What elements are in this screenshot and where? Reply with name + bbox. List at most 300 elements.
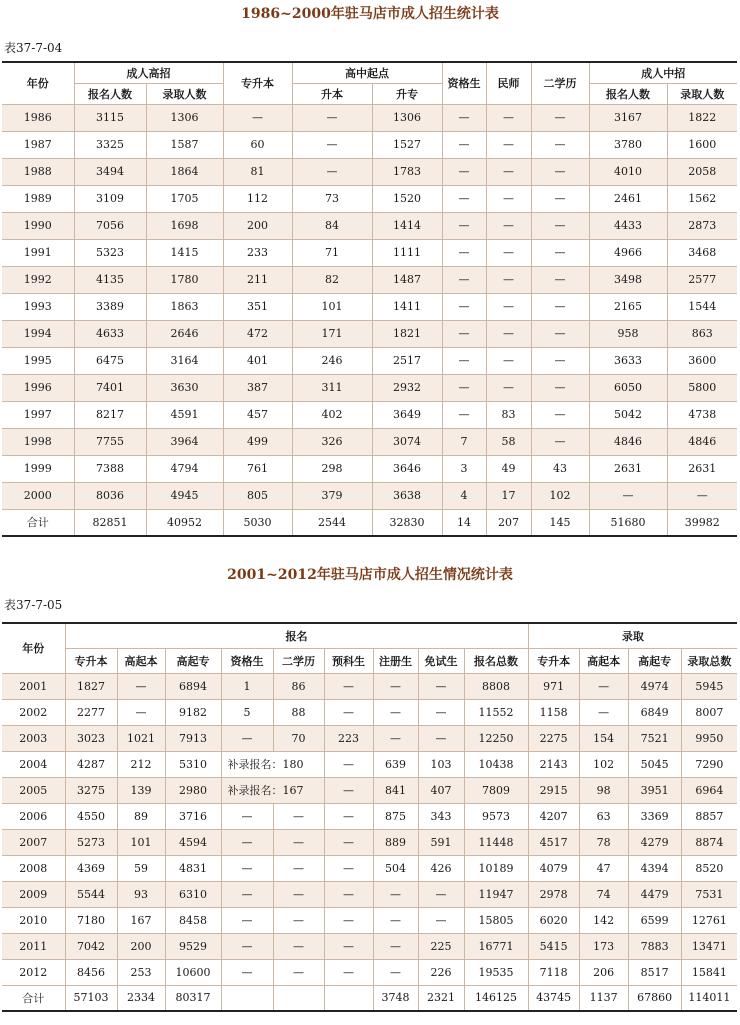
table-cell	[221, 985, 273, 1011]
table-cell: 58	[486, 428, 531, 455]
table-cell: 88	[273, 699, 324, 725]
table-cell: 379	[292, 482, 372, 509]
table-cell: —	[221, 933, 273, 959]
table-cell: 57103	[65, 985, 117, 1011]
table-cell: 6020	[528, 907, 579, 933]
table-cell: 351	[223, 293, 292, 320]
header-hs-start: 高中起点	[292, 62, 442, 83]
table-cell: 2915	[528, 777, 579, 803]
table-cell: 206	[579, 959, 628, 985]
table-cell: 14	[442, 509, 486, 536]
table-cell: 82	[292, 266, 372, 293]
table-cell: 3167	[589, 104, 667, 131]
table-cell: 5030	[223, 509, 292, 536]
table-cell: 426	[418, 855, 464, 881]
table-cell: 86	[273, 673, 324, 699]
table-cell: 761	[223, 455, 292, 482]
table-cell: 11448	[464, 829, 528, 855]
table-cell: 173	[579, 933, 628, 959]
table-cell: 32830	[372, 509, 442, 536]
header-upgrade: 专升本	[65, 648, 117, 673]
table-cell: 2004	[2, 751, 65, 777]
table-cell: 102	[531, 482, 589, 509]
table-cell: 2011	[2, 933, 65, 959]
table-cell: 2009	[2, 881, 65, 907]
table-cell: 84	[292, 212, 372, 239]
table-cell: 1698	[146, 212, 223, 239]
table-cell: —	[373, 959, 418, 985]
table-cell: 167	[117, 907, 165, 933]
table-cell: 4369	[65, 855, 117, 881]
table-cell: —	[531, 347, 589, 374]
table-cell: 1411	[372, 293, 442, 320]
table-cell: —	[292, 158, 372, 185]
table-cell: —	[117, 673, 165, 699]
header-year: 年份	[2, 62, 74, 104]
table-cell: 60	[223, 131, 292, 158]
table-cell: 146125	[464, 985, 528, 1011]
table-cell: 3951	[628, 777, 681, 803]
table-cell: —	[486, 347, 531, 374]
table-cell: 7290	[681, 751, 737, 777]
table-cell: 4135	[74, 266, 146, 293]
table-row	[2, 959, 737, 985]
table-cell: 212	[117, 751, 165, 777]
table-cell: —	[324, 933, 373, 959]
table-cell: —	[442, 158, 486, 185]
table-cell: 4207	[528, 803, 579, 829]
table-cell: 102	[579, 751, 628, 777]
table-row	[2, 374, 737, 401]
table-cell: —	[418, 673, 464, 699]
table-cell: 3494	[74, 158, 146, 185]
table-cell: 3109	[74, 185, 146, 212]
table-cell: 82851	[74, 509, 146, 536]
table-cell: 3638	[372, 482, 442, 509]
table-cell: —	[418, 907, 464, 933]
header-total-admission: 录取总数	[681, 648, 737, 673]
table-cell: 3600	[667, 347, 737, 374]
table-cell: —	[373, 673, 418, 699]
table-cell: 200	[223, 212, 292, 239]
table-cell: 39982	[667, 509, 737, 536]
table-cell: —	[324, 829, 373, 855]
table-cell: —	[442, 104, 486, 131]
table-cell: 74	[579, 881, 628, 907]
table-row	[2, 455, 737, 482]
table-cell: —	[442, 401, 486, 428]
table-cell: 154	[579, 725, 628, 751]
table-cell: 1414	[372, 212, 442, 239]
table-cell: 1783	[372, 158, 442, 185]
table-cell: 合计	[2, 509, 74, 536]
table-cell: 9950	[681, 725, 737, 751]
table-cell: 504	[373, 855, 418, 881]
table-cell: —	[324, 881, 373, 907]
table-cell: 4594	[165, 829, 221, 855]
table-cell: 7913	[165, 725, 221, 751]
table-cell: —	[442, 347, 486, 374]
table-cell: 639	[373, 751, 418, 777]
table-cell: —	[531, 131, 589, 158]
table-cell: 875	[373, 803, 418, 829]
table-cell: 4394	[628, 855, 681, 881]
table-cell: 2003	[2, 725, 65, 751]
table-cell: 591	[418, 829, 464, 855]
table-cell: 1827	[65, 673, 117, 699]
header-registered: 注册生	[373, 648, 418, 673]
table-row	[2, 293, 737, 320]
table-row	[2, 428, 737, 455]
table-cell: 2275	[528, 725, 579, 751]
table-cell: —	[418, 699, 464, 725]
table-cell: 253	[117, 959, 165, 985]
table-cell: 1137	[579, 985, 628, 1011]
table-cell: 1487	[372, 266, 442, 293]
table-cell: —	[324, 959, 373, 985]
table-cell: 2012	[2, 959, 65, 985]
table-cell: 3389	[74, 293, 146, 320]
table-cell: 5800	[667, 374, 737, 401]
table-cell: 2002	[2, 699, 65, 725]
table-cell: —	[531, 374, 589, 401]
header-adult-college: 成人高招	[74, 62, 223, 83]
table-row	[2, 401, 737, 428]
table-cell: 401	[223, 347, 292, 374]
table-2001-2012	[2, 622, 737, 1012]
table-cell: 2932	[372, 374, 442, 401]
table-cell: 4550	[65, 803, 117, 829]
table-cell: —	[486, 293, 531, 320]
table-cell: 83	[486, 401, 531, 428]
table-cell: 8517	[628, 959, 681, 985]
table-cell: 8808	[464, 673, 528, 699]
table-cell: 5945	[681, 673, 737, 699]
table-cell: 3630	[146, 374, 223, 401]
table-cell: 8458	[165, 907, 221, 933]
header-hs-junior: 升专	[372, 83, 442, 104]
header-admission-hs-junior: 高起专	[628, 648, 681, 673]
table-cell: 3649	[372, 401, 442, 428]
table-cell: 1600	[667, 131, 737, 158]
table-cell: 841	[373, 777, 418, 803]
table-cell: 6310	[165, 881, 221, 907]
header-admission: 录取	[528, 623, 737, 648]
table-cell: 2143	[528, 751, 579, 777]
table-cell: 合计	[2, 985, 65, 1011]
table-cell: 8036	[74, 482, 146, 509]
table-cell: 16771	[464, 933, 528, 959]
table-cell: —	[117, 699, 165, 725]
table-cell: 70	[273, 725, 324, 751]
table-cell: 1864	[146, 158, 223, 185]
table-cell: 1988	[2, 158, 74, 185]
header-year: 年份	[2, 623, 65, 673]
table-cell: —	[531, 185, 589, 212]
table-cell: 4010	[589, 158, 667, 185]
header-exempt: 免试生	[418, 648, 464, 673]
table1-title: 1986~2000年驻马店市成人招生统计表	[241, 6, 499, 22]
table-cell: —	[667, 482, 737, 509]
table-cell: 4831	[165, 855, 221, 881]
table-cell: 4794	[146, 455, 223, 482]
table-cell: 4	[442, 482, 486, 509]
table-cell: —	[373, 933, 418, 959]
table-cell: —	[531, 428, 589, 455]
table-cell: 7388	[74, 455, 146, 482]
table-cell: —	[486, 104, 531, 131]
table-cell: —	[442, 320, 486, 347]
table-cell: 2980	[165, 777, 221, 803]
table-cell: 73	[292, 185, 372, 212]
table-cell: —	[292, 104, 372, 131]
table-row	[2, 131, 737, 158]
table-cell: 1990	[2, 212, 74, 239]
table-cell: 1780	[146, 266, 223, 293]
table-cell: 4287	[65, 751, 117, 777]
table-cell: 233	[223, 239, 292, 266]
table-cell: 8874	[681, 829, 737, 855]
table-cell: —	[486, 320, 531, 347]
table-cell: 7056	[74, 212, 146, 239]
header-folk-teacher: 民师	[486, 62, 531, 104]
table-cell: 2006	[2, 803, 65, 829]
table-cell: 3	[442, 455, 486, 482]
table-cell: 80317	[165, 985, 221, 1011]
table-cell: 11947	[464, 881, 528, 907]
table-cell: 298	[292, 455, 372, 482]
table-row	[2, 803, 737, 829]
table-cell: 15805	[464, 907, 528, 933]
table-row	[2, 725, 737, 751]
table-cell: 3633	[589, 347, 667, 374]
table-cell: 4846	[589, 428, 667, 455]
table-cell: 101	[117, 829, 165, 855]
table-cell: —	[486, 239, 531, 266]
table-cell: 7755	[74, 428, 146, 455]
table-cell: 3275	[65, 777, 117, 803]
table-cell: 225	[418, 933, 464, 959]
table-cell: 407	[418, 777, 464, 803]
table-cell: 71	[292, 239, 372, 266]
table-cell: 补录报名：167	[221, 777, 324, 803]
table-cell: 6475	[74, 347, 146, 374]
table-cell: —	[221, 725, 273, 751]
table-row	[2, 855, 737, 881]
table-cell: 9182	[165, 699, 221, 725]
table-cell: 207	[486, 509, 531, 536]
table-cell: 2577	[667, 266, 737, 293]
table-cell: —	[273, 959, 324, 985]
table-cell: 2461	[589, 185, 667, 212]
table-cell: —	[579, 699, 628, 725]
table-cell: 1705	[146, 185, 223, 212]
table-cell: 7180	[65, 907, 117, 933]
table-cell: 补录报名：180	[221, 751, 324, 777]
table-cell: —	[486, 266, 531, 293]
table-cell	[273, 985, 324, 1011]
header-applicants: 报名人数	[74, 83, 146, 104]
table-cell: 4738	[667, 401, 737, 428]
table-row	[2, 158, 737, 185]
table-cell: 1998	[2, 428, 74, 455]
header-sec-applicants: 报名人数	[589, 83, 667, 104]
table-cell: 81	[223, 158, 292, 185]
table-cell: 4479	[628, 881, 681, 907]
table-row	[2, 320, 737, 347]
table-cell: 103	[418, 751, 464, 777]
table-cell: 10189	[464, 855, 528, 881]
table-cell: 1999	[2, 455, 74, 482]
table-cell: —	[442, 266, 486, 293]
table-cell: 1587	[146, 131, 223, 158]
table-cell: 7401	[74, 374, 146, 401]
header-qualification: 资格生	[221, 648, 273, 673]
table-cell: 8520	[681, 855, 737, 881]
table-cell: 101	[292, 293, 372, 320]
header-hs-bachelor: 高起本	[117, 648, 165, 673]
table-cell: —	[442, 239, 486, 266]
table-cell: —	[531, 104, 589, 131]
table-cell: —	[531, 266, 589, 293]
table-row	[2, 881, 737, 907]
table-cell: 499	[223, 428, 292, 455]
table-row	[2, 985, 737, 1011]
table-cell: —	[373, 881, 418, 907]
table-cell: 3716	[165, 803, 221, 829]
table-cell: 5544	[65, 881, 117, 907]
table-cell: 1989	[2, 185, 74, 212]
table-cell: 49	[486, 455, 531, 482]
table-cell: 4433	[589, 212, 667, 239]
header-admitted: 录取人数	[146, 83, 223, 104]
table-cell: 43	[531, 455, 589, 482]
table-cell: —	[324, 673, 373, 699]
table-row	[2, 751, 737, 777]
table-cell: —	[273, 907, 324, 933]
table-cell: —	[273, 829, 324, 855]
table-cell: 3646	[372, 455, 442, 482]
table-cell: 1994	[2, 320, 74, 347]
table-cell: 4633	[74, 320, 146, 347]
table-cell: 1995	[2, 347, 74, 374]
table-cell: 10438	[464, 751, 528, 777]
table-cell: 200	[117, 933, 165, 959]
table-cell: 1822	[667, 104, 737, 131]
table-1986-2000	[2, 61, 737, 537]
table-cell: 246	[292, 347, 372, 374]
table-cell: 805	[223, 482, 292, 509]
table-cell: 2646	[146, 320, 223, 347]
table-cell: —	[531, 158, 589, 185]
header-second-degree: 二学历	[273, 648, 324, 673]
table-cell: 971	[528, 673, 579, 699]
table-cell: 7531	[681, 881, 737, 907]
table-cell: 13471	[681, 933, 737, 959]
table-cell: 2007	[2, 829, 65, 855]
table-cell: 171	[292, 320, 372, 347]
table-cell: 958	[589, 320, 667, 347]
table-cell: 5045	[628, 751, 681, 777]
table-row	[2, 509, 737, 536]
table-cell: 7	[442, 428, 486, 455]
table-cell: 472	[223, 320, 292, 347]
table-cell: —	[221, 907, 273, 933]
table-cell: 2544	[292, 509, 372, 536]
table-cell: —	[273, 855, 324, 881]
table-cell: 1415	[146, 239, 223, 266]
table-row	[2, 673, 737, 699]
table-row	[2, 777, 737, 803]
table-cell: —	[589, 482, 667, 509]
table-cell: 1993	[2, 293, 74, 320]
table-cell: 1306	[372, 104, 442, 131]
table-cell: 7521	[628, 725, 681, 751]
header-admission-hs-bachelor: 高起本	[579, 648, 628, 673]
table-cell: 6964	[681, 777, 737, 803]
table-cell: 7042	[65, 933, 117, 959]
table-cell: 863	[667, 320, 737, 347]
table-cell: —	[292, 131, 372, 158]
table-cell: 6599	[628, 907, 681, 933]
table-cell: 3748	[373, 985, 418, 1011]
table-cell: 457	[223, 401, 292, 428]
table-cell: 11552	[464, 699, 528, 725]
table-row	[2, 347, 737, 374]
table-cell: —	[531, 401, 589, 428]
table-cell: —	[373, 699, 418, 725]
table-cell: 4945	[146, 482, 223, 509]
table-cell: 2978	[528, 881, 579, 907]
table-cell: 4966	[589, 239, 667, 266]
table-cell: 1992	[2, 266, 74, 293]
header-second-degree: 二学历	[531, 62, 589, 104]
table-cell: 2321	[418, 985, 464, 1011]
header-sec-admitted: 录取人数	[667, 83, 737, 104]
table-cell: 1986	[2, 104, 74, 131]
table-cell: —	[373, 725, 418, 751]
table-cell: 5273	[65, 829, 117, 855]
table-cell: 1158	[528, 699, 579, 725]
table-cell: 1021	[117, 725, 165, 751]
table-row	[2, 829, 737, 855]
table-cell: —	[442, 212, 486, 239]
table-cell: 2165	[589, 293, 667, 320]
table-cell: —	[442, 131, 486, 158]
table-cell: —	[486, 374, 531, 401]
table-cell: 43745	[528, 985, 579, 1011]
table-cell: —	[221, 829, 273, 855]
table-cell: 326	[292, 428, 372, 455]
table-cell: 1520	[372, 185, 442, 212]
table-cell: —	[442, 185, 486, 212]
table-cell: —	[486, 131, 531, 158]
table-cell: —	[442, 374, 486, 401]
table-cell: 145	[531, 509, 589, 536]
table1-number: 表37-7-04	[4, 41, 63, 55]
table-cell: 4517	[528, 829, 579, 855]
table-cell: 2058	[667, 158, 737, 185]
table-cell: —	[221, 803, 273, 829]
table-cell: 2631	[667, 455, 737, 482]
table-row	[2, 104, 737, 131]
table-cell: 2277	[65, 699, 117, 725]
table-cell: 2000	[2, 482, 74, 509]
table-cell: 6894	[165, 673, 221, 699]
table-cell: —	[273, 933, 324, 959]
table-cell: —	[223, 104, 292, 131]
table-row	[2, 266, 737, 293]
